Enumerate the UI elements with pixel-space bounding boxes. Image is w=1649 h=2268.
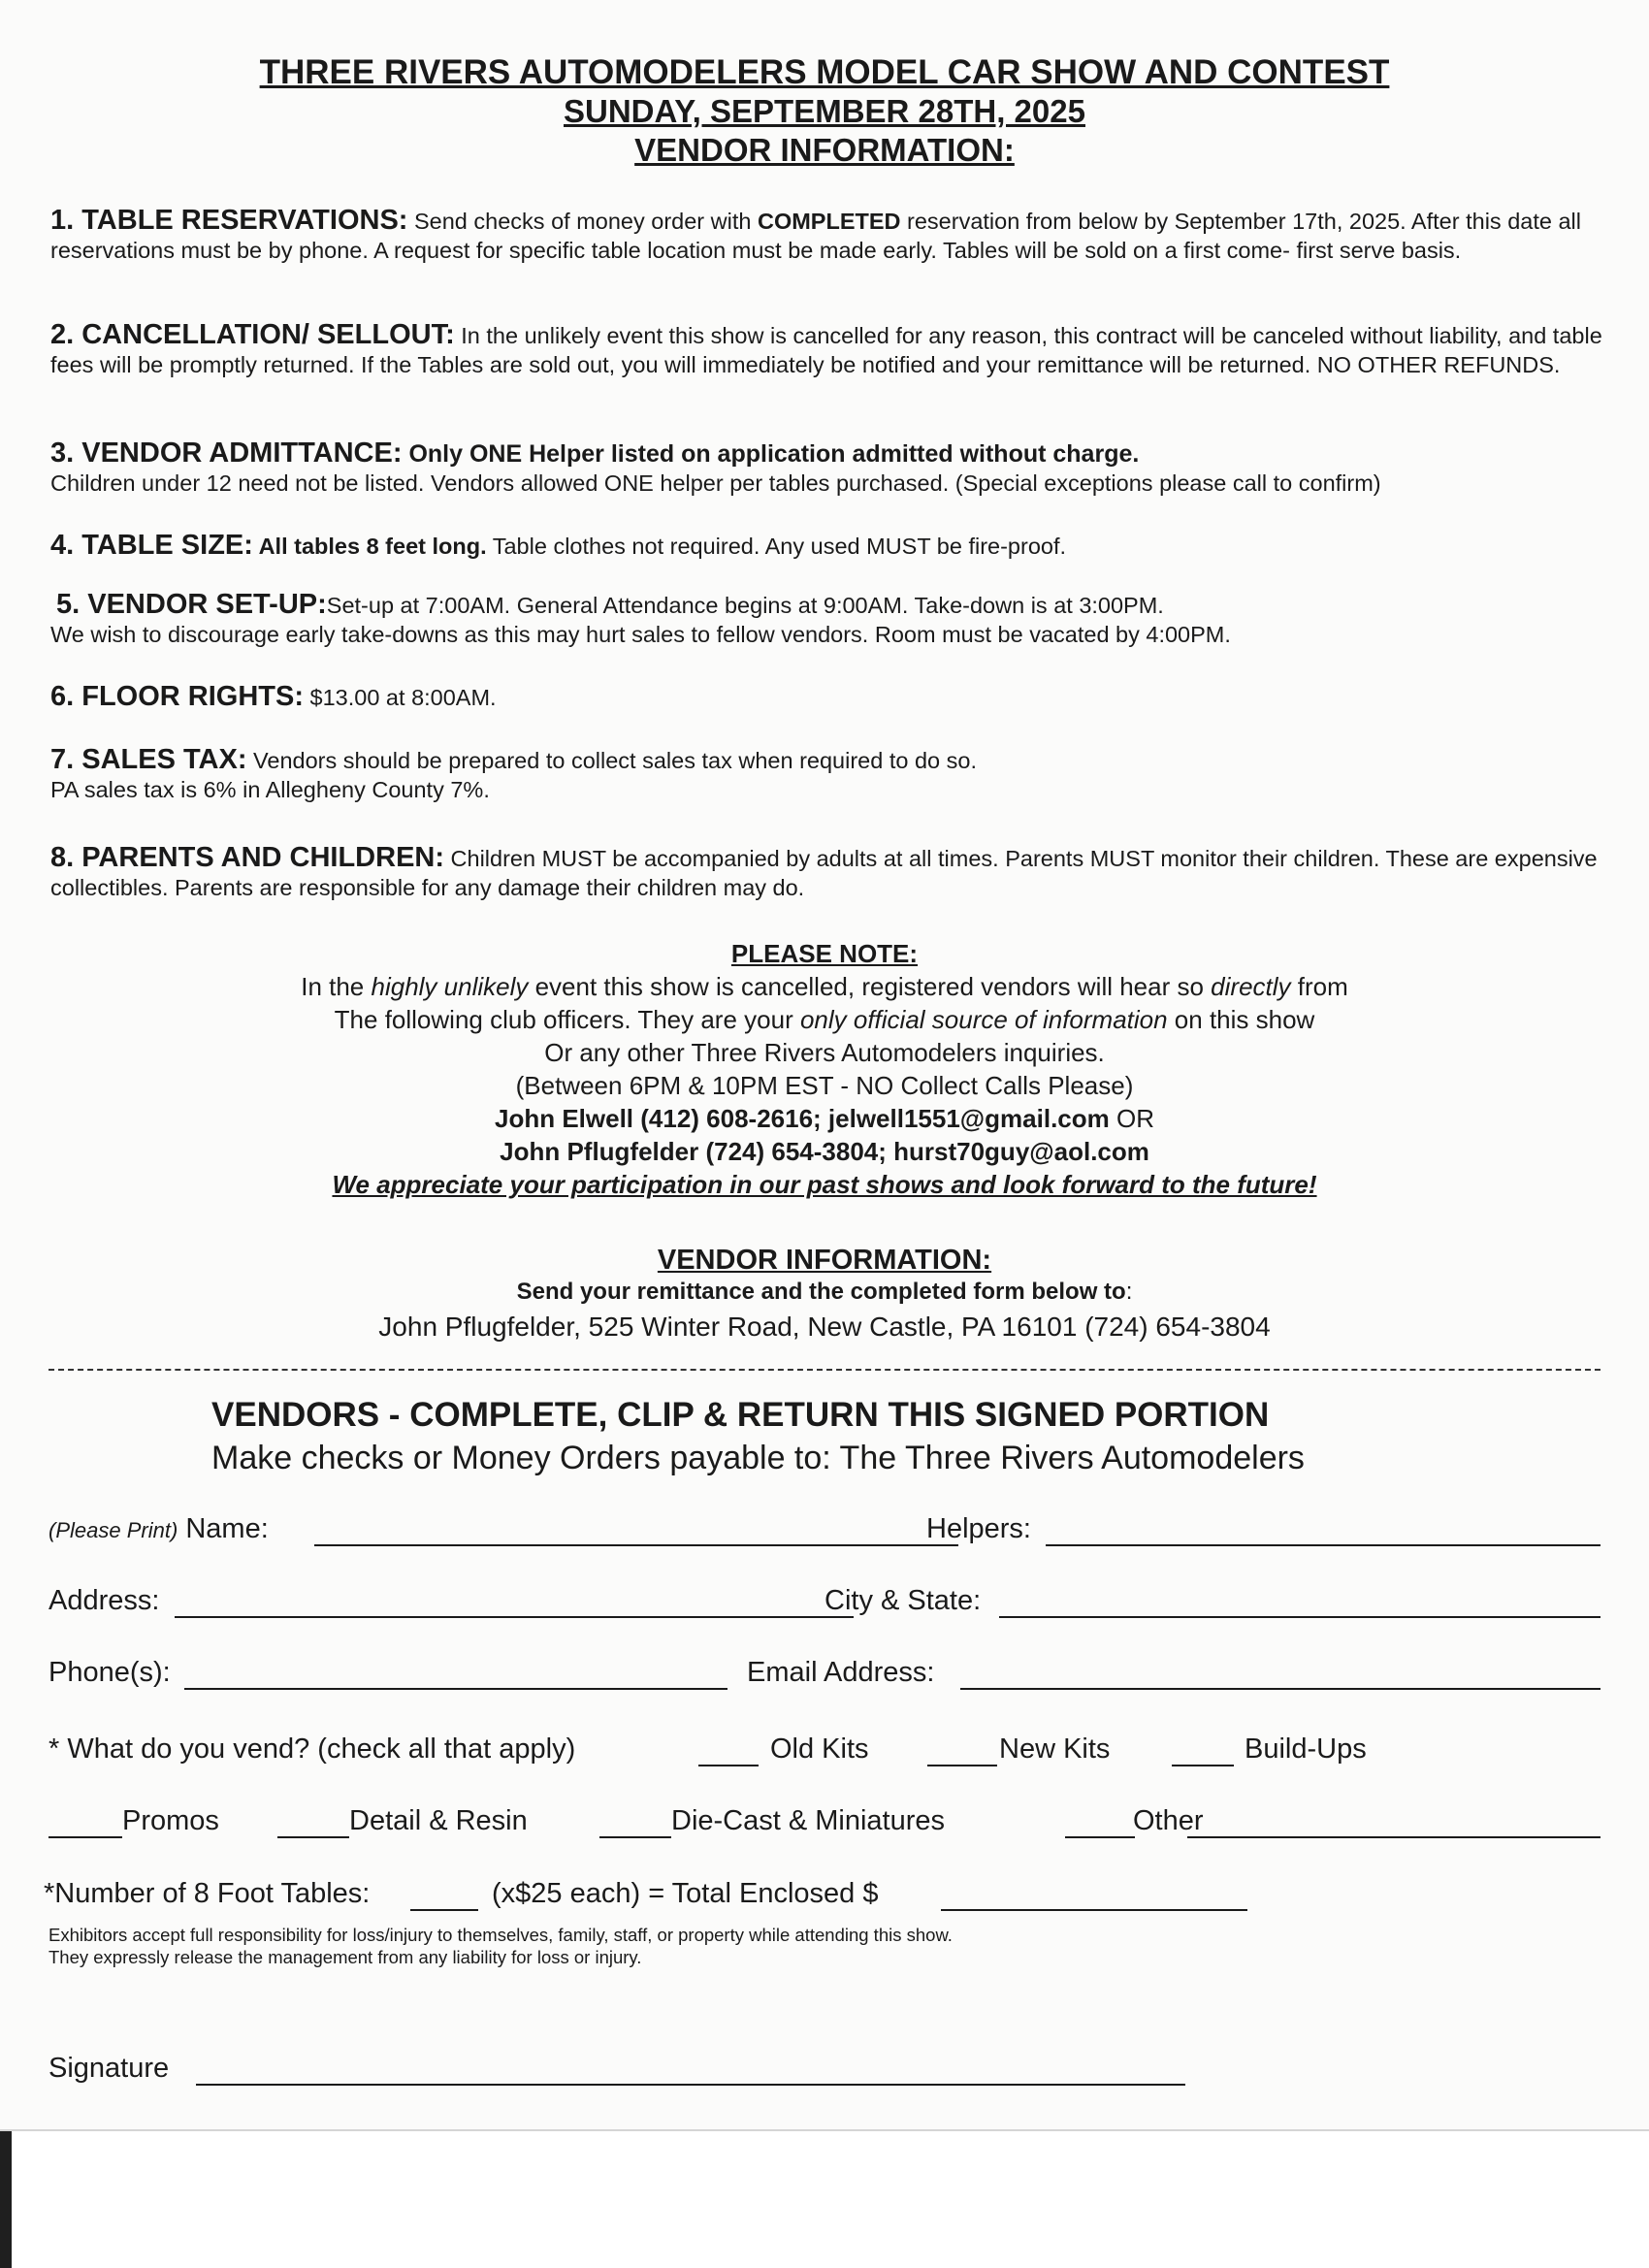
total-enclosed-field[interactable] (941, 1909, 1247, 1911)
section-label: 8. PARENTS AND CHILDREN: (50, 842, 445, 873)
please-note-line4: (Between 6PM & 10PM EST - NO Collect Calls Please) (515, 1071, 1134, 1100)
other-field[interactable] (1187, 1836, 1600, 1838)
old-kits-label: Old Kits (770, 1733, 869, 1765)
signature-row (48, 2049, 1600, 2088)
scan-bottom-strip (0, 2129, 1649, 2268)
email-label: Email Address: (747, 1657, 935, 1688)
other-checkbox[interactable] (1065, 1836, 1135, 1838)
name-helpers-row (48, 1509, 1600, 1548)
build-ups-checkbox[interactable] (1172, 1765, 1234, 1766)
promos-label: Promos (122, 1805, 219, 1836)
section-label: 7. SALES TAX: (50, 744, 247, 775)
tables-row (44, 1874, 1600, 1913)
die-cast-label: Die-Cast & Miniatures (671, 1805, 946, 1836)
vend-options-row (48, 1801, 1600, 1840)
document-header (0, 53, 1649, 170)
helpers-label: Helpers: (926, 1513, 1031, 1544)
other-label: Other (1133, 1805, 1204, 1836)
section-label: 5. VENDOR SET-UP: (56, 589, 327, 620)
please-note-line3: Or any other Three Rivers Automodelers inquiries. (544, 1038, 1105, 1067)
section-vendor-admittance: 3. VENDOR ADMITTANCE: Only ONE Helper listed on application admitted without charge. Children under 12 need not be listed. Vendors allowed ONE helper per tables purchased. (Special exceptions please call to confirm) (50, 437, 1381, 496)
name-label: (Please Print) Name: (48, 1513, 269, 1544)
vendor-info-heading: VENDOR INFORMATION: (634, 132, 1015, 168)
tables-label: *Number of 8 Foot Tables: (44, 1878, 371, 1909)
phone-field[interactable] (184, 1688, 728, 1690)
section-vendor-setup: 5. VENDOR SET-UP:Set-up at 7:00AM. General Attendance begins at 9:00AM. Take-down is at 3:00PM. We wish to discourage early take-downs as this may hurt sales to fellow vendors. Room must be vacated by 4:00PM. (50, 589, 1231, 647)
form-title: VENDORS - COMPLETE, CLIP & RETURN THIS SIGNED PORTION (211, 1396, 1270, 1434)
address-field[interactable] (175, 1616, 854, 1618)
build-ups-label: Build-Ups (1245, 1733, 1367, 1765)
mailing-address: John Pflugfelder, 525 Winter Road, New Castle, PA 16101 (724) 654-3804 (378, 1312, 1271, 1342)
section-label: 2. CANCELLATION/ SELLOUT: (50, 319, 455, 350)
form-payable-line: Make checks or Money Orders payable to: The Three Rivers Automodelers (211, 1440, 1305, 1476)
appreciation-line: We appreciate your participation in our past shows and look forward to the future! (332, 1170, 1317, 1199)
section-label: 3. VENDOR ADMITTANCE: (50, 437, 403, 469)
tables-price-label: (x$25 each) = Total Enclosed $ (492, 1878, 879, 1909)
detail-resin-checkbox[interactable] (277, 1836, 349, 1838)
section-cancellation: 2. CANCELLATION/ SELLOUT: In the unlikely event this show is cancelled for any reason, this contract will be canceled without liability, and table fees will be promptly returned. If the Tables are sold out, you will immediately be notified and your remittance will be returned. NO OTHER REFUNDS. (50, 319, 1602, 377)
vendor-info-title: VENDOR INFORMATION: (657, 1245, 992, 1276)
city-state-field[interactable] (999, 1616, 1600, 1618)
please-note-line2: The following club officers. They are your only official source of information on this show (334, 1005, 1315, 1034)
section-label: 4. TABLE SIZE: (50, 530, 253, 561)
scan-border (0, 2129, 1649, 2131)
die-cast-checkbox[interactable] (599, 1836, 671, 1838)
tables-count-field[interactable] (410, 1909, 478, 1911)
section-sales-tax: 7. SALES TAX: Vendors should be prepared to collect sales tax when required to do so. PA sales tax is 6% in Allegheny County 7%. (50, 744, 977, 802)
scan-edge (0, 2129, 12, 2268)
old-kits-checkbox[interactable] (698, 1765, 759, 1766)
section-table-reservations: 1. TABLE RESERVATIONS: Send checks of money order with COMPLETED reservation from below by September 17th, 2025. After this date all reservations must be by phone. A request for specific table location must be made early. Tables will be sold on a first come- first serve basis. (50, 205, 1581, 263)
signature-label: Signature (48, 2053, 170, 2084)
signature-field[interactable] (196, 2084, 1185, 2086)
please-note-line1: In the highly unlikely event this show is cancelled, registered vendors will hear so directly from (301, 972, 1348, 1001)
helpers-field[interactable] (1046, 1544, 1600, 1546)
document-title: THREE RIVERS AUTOMODELERS MODEL CAR SHOW AND CONTEST (259, 53, 1390, 91)
contact-elwell: John Elwell (412) 608-2616; jelwell1551@gmail.com OR (495, 1104, 1154, 1133)
section-floor-rights: 6. FLOOR RIGHTS: $13.00 at 8:00AM. (50, 681, 497, 712)
phone-email-row (48, 1653, 1600, 1692)
liability-disclaimer: Exhibitors accept full responsibility for loss/injury to themselves, family, staff, or property while attending this show. They expressly release the management from any liability for loss or injury. (48, 1925, 953, 1967)
phone-label: Phone(s): (48, 1657, 171, 1688)
promos-checkbox[interactable] (48, 1836, 122, 1838)
city-state-label: City & State: (824, 1585, 982, 1616)
email-field[interactable] (960, 1688, 1600, 1690)
clip-line (48, 1369, 1600, 1371)
name-field[interactable] (314, 1544, 958, 1546)
new-kits-label: New Kits (999, 1733, 1111, 1765)
section-label: 1. TABLE RESERVATIONS: (50, 205, 408, 236)
please-note-block (0, 937, 1649, 1201)
please-note-title: PLEASE NOTE: (730, 939, 919, 968)
address-city-row (48, 1581, 1600, 1620)
section-parents-children: 8. PARENTS AND CHILDREN: Children MUST be accompanied by adults at all times. Parents MUST monitor their children. These are expensive collectibles. Parents are responsible for any damage their children may do. (50, 842, 1598, 900)
send-remittance-line: Send your remittance and the completed form below to: (516, 1279, 1133, 1305)
vendor-info-block (0, 1244, 1649, 1346)
vend-question: * What do you vend? (check all that apply) (48, 1733, 576, 1765)
detail-resin-label: Detail & Resin (349, 1805, 528, 1836)
event-date: SUNDAY, SEPTEMBER 28TH, 2025 (564, 93, 1085, 129)
contact-pflugfelder: John Pflugfelder (724) 654-3804; hurst70guy@aol.com (500, 1137, 1149, 1166)
vend-question-row (48, 1730, 1600, 1768)
section-label: 6. FLOOR RIGHTS: (50, 681, 304, 712)
address-label: Address: (48, 1585, 160, 1616)
new-kits-checkbox[interactable] (927, 1765, 997, 1766)
section-table-size: 4. TABLE SIZE: All tables 8 feet long. Table clothes not required. Any used MUST be fire-proof. (50, 530, 1067, 561)
